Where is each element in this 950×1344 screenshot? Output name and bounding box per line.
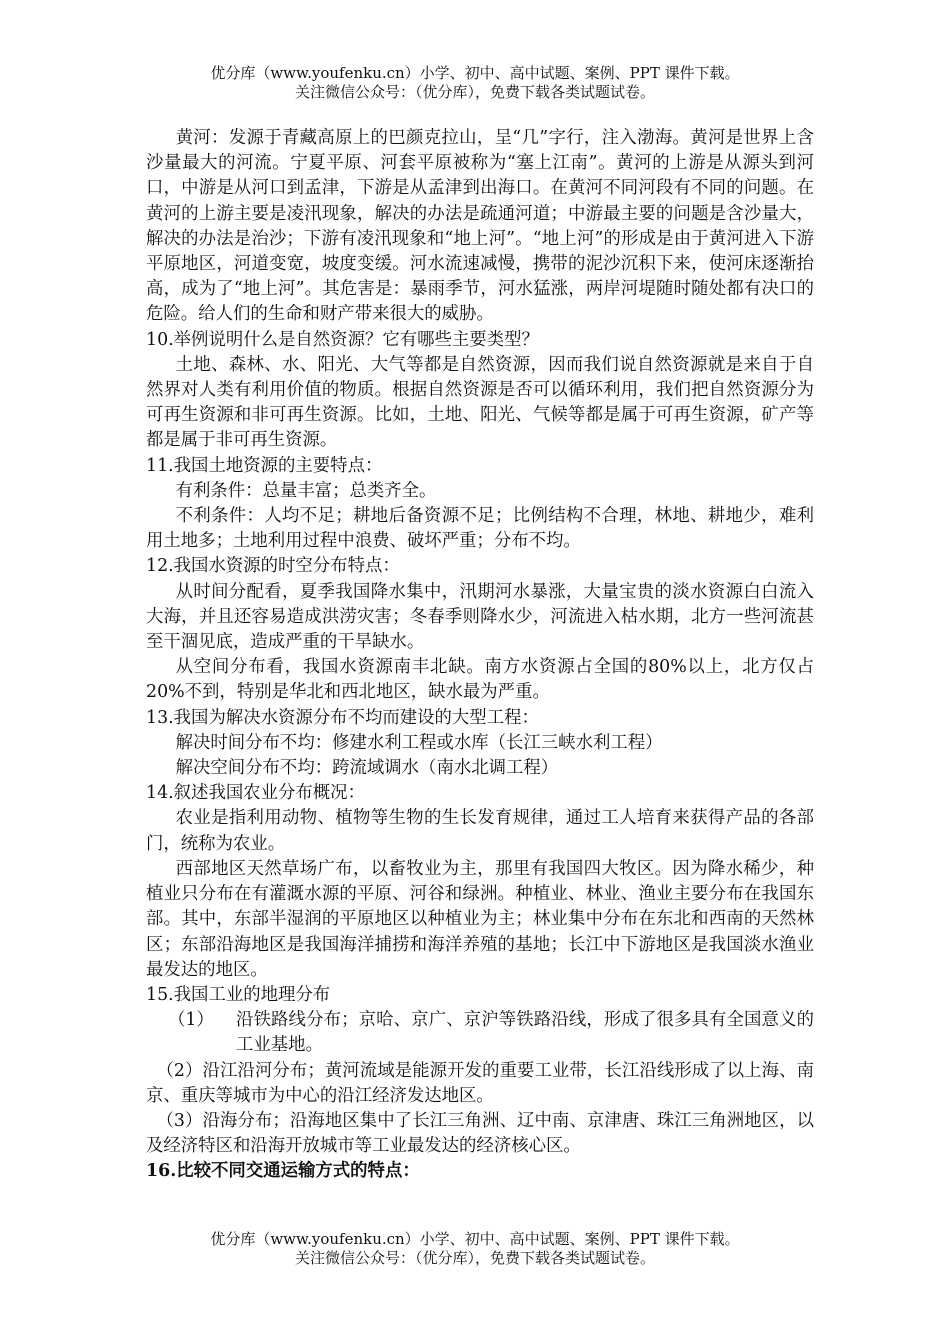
- footer-line-2: 关注微信公众号：（优分库），免费下载各类试题试卷。: [294, 1249, 655, 1267]
- page-header: [0, 64, 950, 102]
- footer-line-1: 优分库（www.youfenku.cn）小学、初中、高中试题、案例、PPT 课件下载。: [210, 1230, 740, 1248]
- answer-12-space: 从空间分布看，我国水资源南丰北缺。南方水资源占全国的80%以上，北方仅占20%不到，特别是华北和西北地区，缺水最为严重。: [146, 657, 814, 703]
- answer-14-distribution: 西部地区天然草场广布，以畜牧业为主，那里有我国四大牧区。因为降水稀少，种植业只分布在有灌溉水源的平原、河谷和绿洲。种植业、林业、渔业主要分布在我国东部。其中，东部半湿润的平原地区以种植业为主；林业集中分布在东北和西南的天然林区；东部沿海地区是我国海洋捕捞和海洋养殖的基地；长江中下游地区是我国淡水渔业最发达的地区。: [146, 858, 814, 980]
- question-12: 12.我国水资源的时空分布特点：: [146, 556, 400, 577]
- question-13: 13.我国为解决水资源分布不均而建设的大型工程：: [146, 707, 539, 728]
- answer-15-item-2: （2）沿江沿河分布；黄河流域是能源开发的重要工业带，长江沿线形成了以上海、南京、重庆等城市为中心的沿江经济发达地区。: [146, 1060, 814, 1106]
- question-14: 14.叙述我国农业分布概况：: [146, 783, 365, 804]
- header-line-2: 关注微信公众号：（优分库），免费下载各类试题试卷。: [294, 83, 655, 101]
- header-line-1: 优分库（www.youfenku.cn）小学、初中、高中试题、案例、PPT 课件下载。: [210, 64, 740, 82]
- answer-15-item-1: [146, 1008, 814, 1058]
- answer-12-time: 从时间分配看，夏季我国降水集中，汛期河水暴涨，大量宝贵的淡水资源白白流入大海，并且还容易造成洪涝灾害；冬春季则降水少，河流进入枯水期，北方一些河流甚至干涸见底，造成严重的干旱缺水。: [146, 581, 814, 653]
- answer-14-definition: 农业是指利用动物、植物等生物的生长发育规律，通过工人培育来获得产品的各部门，统称为农业。: [146, 808, 814, 854]
- question-16: 16.比较不同交通运输方式的特点：: [146, 1161, 420, 1182]
- answer-13-time: 解决时间分布不均：修建水利工程或水库（长江三峡水利工程）: [175, 732, 663, 753]
- answer-13-space: 解决空间分布不均：跨流域调水（南水北调工程）: [175, 758, 559, 779]
- huanghe-paragraph: 黄河：发源于青藏高原上的巴颜克拉山，呈“几”字行，注入渤海。黄河是世界上含沙量最大的河流。宁夏平原、河套平原被称为“塞上江南”。黄河的上游是从源头到河口，中游是从河口到孟津，下游是从孟津到出海口。在黄河不同河段有不同的问题。在黄河的上游主要是凌汛现象，解决的办法是疏通河道；中游最主要的问题是含沙量大，解决的办法是治沙；下游有凌汛现象和“地上河”。“地上河”的形成是由于黄河进入下游平原地区，河道变宽，坡度变缓。河水流速减慢，携带的泥沙沉积下来，使河床逐渐抬高，成为了“地上河”。其危害是：暴雨季节，河水猛涨，两岸河堤随时随处都有决口的危险。给人们的生命和财产带来很大的威胁。: [146, 128, 814, 325]
- document-body: [146, 126, 814, 1185]
- answer-15-item-1-number: （1）: [168, 1010, 214, 1031]
- question-11: 11.我国土地资源的主要特点：: [146, 455, 383, 476]
- answer-15-item-3: （3）沿海分布；沿海地区集中了长江三角洲、辽中南、京津唐、珠江三角洲地区，以及经济特区和沿海开放城市等工业最发达的经济核心区。: [146, 1110, 814, 1157]
- question-15: 15.我国工业的地理分布: [146, 984, 331, 1005]
- answer-11-favorable: 有利条件：总量丰富；总类齐全。: [175, 480, 437, 501]
- question-10: 10.举例说明什么是自然资源？它有哪些主要类型？: [146, 329, 539, 350]
- answer-15-item-1-text: 沿铁路线分布；京哈、京广、京沪等铁路沿线，形成了很多具有全国意义的工业基地。: [236, 1010, 814, 1056]
- page-footer: [0, 1230, 950, 1268]
- answer-10: 土地、森林、水、阳光、大气等都是自然资源，因而我们说自然资源就是来自于自然界对人类有利用价值的物质。根据自然资源是否可以循环利用，我们把自然资源分为可再生资源和非可再生资源。比如，土地、阳光、气候等都是属于可再生资源，矿产等都是属于非可再生资源。: [146, 354, 814, 451]
- answer-11-unfavorable: 不利条件：人均不足；耕地后备资源不足；比例结构不合理，林地、耕地少，难利用土地多；土地利用过程中浪费、破坏严重；分布不均。: [146, 506, 814, 552]
